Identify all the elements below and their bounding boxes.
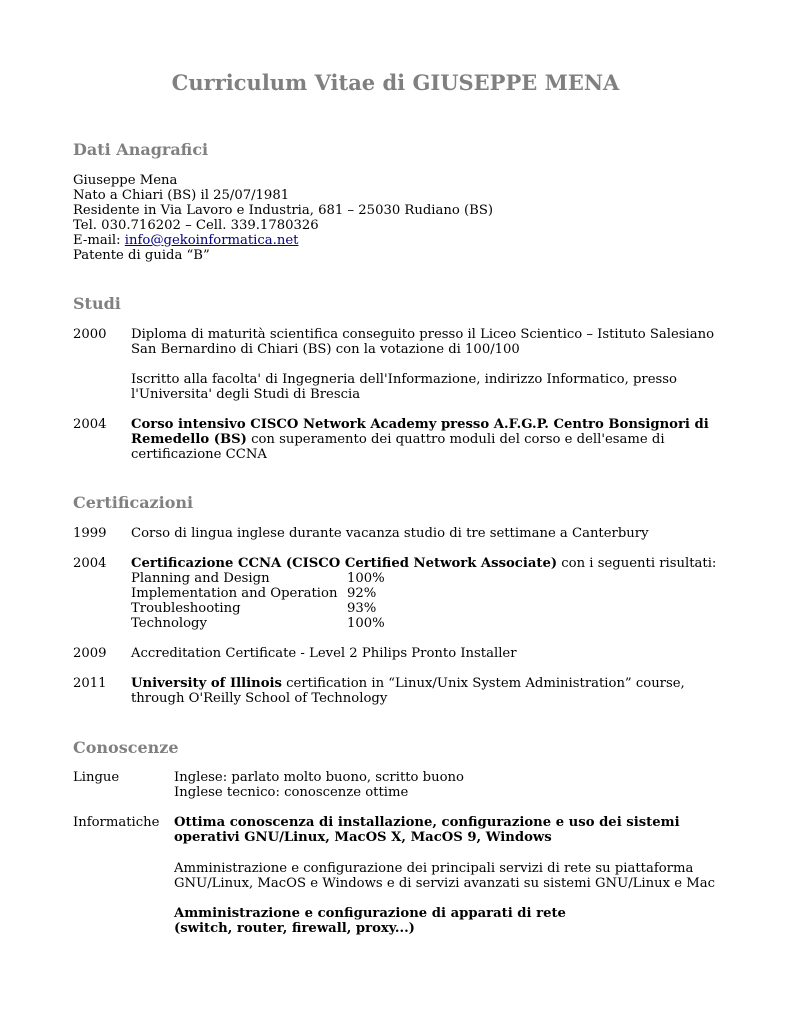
birth-text: Nato a Chiari (BS) il 25/07/1981 [73,188,290,203]
email-line [73,233,298,248]
page-title: Curriculum Vitae di GIUSEPPE MENA [171,70,620,95]
informatiche-bold-line-3: Amministrazione e configurazione di apparati di rete [174,906,566,921]
studi-cisco-line-3: certificazione CCNA [131,447,267,462]
studi-cisco-line-2: Remedello (BS) con superamento dei quattro moduli del corso e dell'esame di [131,432,665,447]
lingue-line-1: Inglese: parlato molto buono, scritto buono [174,770,464,785]
result-value: 92% [347,586,377,601]
section-heading-dati-anagrafici: Dati Anagrafici [73,140,209,159]
cert-year-2011: 2011 [73,676,107,691]
cert-illinois-line-2: through O'Reilly School of Technology [131,691,388,706]
studi-year-2004: 2004 [73,417,107,432]
result-value: 93% [347,601,377,616]
informatiche-bold-line-2: operativi GNU/Linux, MacOS X, MacOS 9, Windows [174,830,552,845]
studi-university-line-1: Iscritto alla facolta' di Ingegneria dell'Informazione, indirizzo Informatico, presso [131,372,677,387]
address-text: Residente in Via Lavoro e Industria, 681 – 25030 Rudiano (BS) [73,203,494,218]
lingue-line-2: Inglese tecnico: conoscenze ottime [174,785,409,800]
lingue-label: Lingue [73,770,120,785]
name-text: Giuseppe Mena [73,173,178,188]
informatiche-bold-line-4: (switch, router, firewall, proxy...) [174,921,415,936]
email-label: E-mail: [73,233,121,248]
section-heading-studi: Studi [73,294,121,313]
studi-year-2000: 2000 [73,327,107,342]
studi-cisco-line-1: Corso intensivo CISCO Network Academy presso A.F.G.P. Centro Bonsignori di [131,417,709,432]
result-label: Planning and Design [131,571,270,586]
informatiche-text-line-2: GNU/Linux, MacOS e Windows e di servizi avanzati su sistemi GNU/Linux e Mac [174,876,715,891]
result-label: Troubleshooting [131,601,241,616]
informatiche-label: Informatiche [73,815,160,830]
cert-canterbury-text: Corso di lingua inglese durante vacanza studio di tre settimane a Canterbury [131,526,649,541]
cert-year-1999: 1999 [73,526,107,541]
cert-year-2004: 2004 [73,556,107,571]
cert-philips-text: Accreditation Certificate - Level 2 Philips Pronto Installer [131,646,517,661]
cert-illinois-line-1: University of Illinois certification in “Linux/Unix System Administration” course, [131,676,685,691]
informatiche-text-line-1: Amministrazione e configurazione dei principali servizi di rete su piattaforma [174,861,694,876]
phone-text: Tel. 030.716202 – Cell. 339.1780326 [73,218,319,233]
email-link[interactable]: info@gekoinformatica.net [124,233,299,248]
studi-university-line-2: l'Universita' degli Studi di Brescia [131,387,361,402]
result-value: 100% [347,616,385,631]
cert-ccna-text: Certificazione CCNA (CISCO Certified Network Associate) con i seguenti risultati: [131,556,717,571]
result-label: Technology [131,616,207,631]
informatiche-bold-line-1: Ottima conoscenza di installazione, configurazione e uso dei sistemi [174,815,680,830]
studi-diploma-line-1: Diploma di maturità scientifica conseguito presso il Liceo Scientico – Istituto Salesiano [131,327,715,342]
section-heading-certificazioni: Certificazioni [73,493,194,512]
cert-year-2009: 2009 [73,646,107,661]
section-heading-conoscenze: Conoscenze [73,738,179,757]
license-text: Patente di guida “B” [73,248,210,263]
studi-diploma-line-2: San Bernardino di Chiari (BS) con la votazione di 100/100 [131,342,520,357]
result-value: 100% [347,571,385,586]
result-label: Implementation and Operation [131,586,338,601]
